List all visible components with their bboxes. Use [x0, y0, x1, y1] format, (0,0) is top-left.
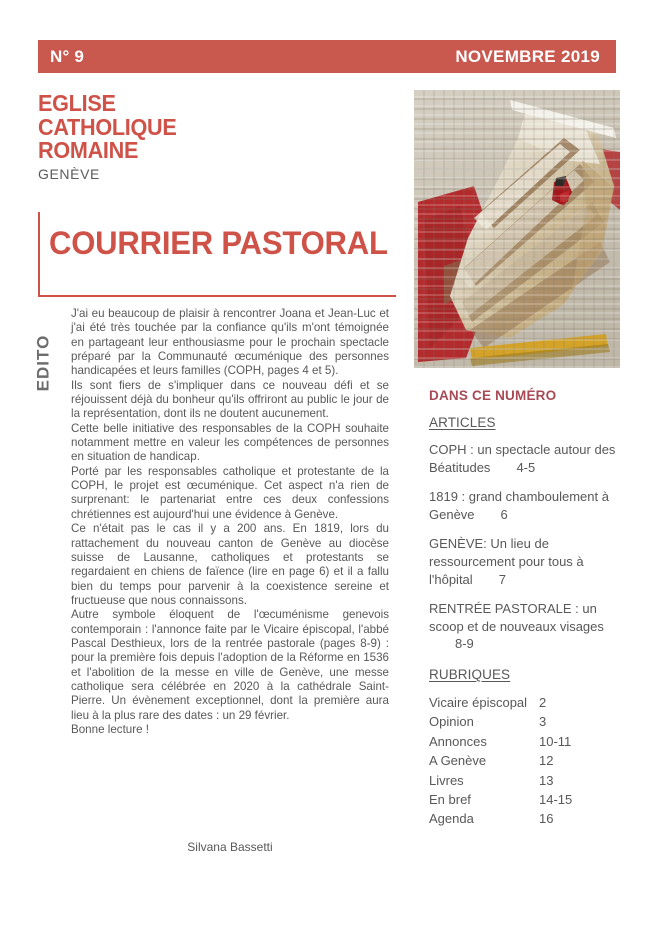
toc-article-item[interactable]: [429, 441, 625, 476]
issue-number: N° 9: [50, 46, 85, 66]
editorial-signature: Silvana Bassetti: [187, 840, 273, 854]
issue-date: NOVEMBRE 2019: [455, 46, 600, 66]
toc-rubrique-row[interactable]: [429, 790, 625, 809]
editorial-paragraph: Cette belle initiative des responsables de la COPH souhaite notamment mettre en valeur les compétences de personnes en situation de handicap.: [71, 421, 389, 464]
toc-article-text: COPH : un spectacle autour des Béatitudes: [429, 442, 616, 475]
toc-article-item[interactable]: [429, 488, 625, 523]
toc-rubrique-pages: 12: [539, 753, 554, 769]
toc-rubrique-pages: 16: [539, 811, 554, 827]
toc-rubrique-row[interactable]: [429, 751, 625, 770]
editorial-paragraph: J'ai eu beaucoup de plaisir à rencontrer Joana et Jean-Luc et j'ai été très touchée par la confiance qu'ils m'ont témoignée en partageant leur enthousiasme pour le prochain spectacle préparé par la Communauté œcuménique des personnes handicapées et leurs familles (COPH, pages 4 et 5).: [71, 307, 389, 378]
toc-rubrique-name: Opinion: [429, 714, 474, 730]
page-title: COURRIER PASTORAL: [49, 225, 388, 261]
toc-rubrique-pages: 14-15: [539, 791, 573, 807]
toc-article-pages: 7: [498, 571, 506, 587]
toc-rubrique-row[interactable]: [429, 771, 625, 790]
editorial-paragraph: Ce n'était pas le cas il y a 200 ans. En 1819, lors du rattachement du nouveau canton de Genève au diocèse suisse de Lausanne, catholiques et protestants se regardaient en chiens de faïence (lire en page 6) et il a fallu bien du temps pour parvenir à la coexistence sereine et fructueuse que nous connaissons.: [71, 522, 389, 607]
toc-rubrique-name: Annonces: [429, 733, 487, 749]
toc-rubrique-row[interactable]: [429, 809, 625, 828]
toc-rubriques-heading: RUBRIQUES: [429, 666, 511, 682]
toc-rubrique-pages: 10-11: [539, 733, 572, 749]
toc-articles-heading: ARTICLES: [429, 415, 496, 430]
edito-label-text: EDITO: [33, 334, 53, 392]
mosaic-praying-hands-image: [414, 90, 620, 368]
toc-rubrique-pages: 2: [539, 694, 547, 710]
toc-rubrique-name: Agenda: [429, 811, 474, 827]
logo-line-romaine: ROMAINE: [38, 137, 139, 163]
toc-rubriques-section: [429, 667, 625, 829]
toc-rubrique-name: A Genève: [429, 753, 487, 769]
title-bracket-vertical-rule: [38, 212, 40, 297]
toc-article-text: GENÈVE: Un lieu de ressourcement pour tous à l'hôpital: [429, 536, 584, 587]
toc-rubrique-row[interactable]: [429, 732, 625, 751]
title-bracket-horizontal-rule: [38, 295, 396, 297]
table-of-contents: [429, 388, 625, 829]
publication-title-block: [38, 212, 398, 302]
toc-rubrique-name: En bref: [429, 791, 471, 807]
editorial-paragraph: Bonne lecture !: [71, 722, 149, 736]
toc-rubrique-name: Vicaire épiscopal: [429, 694, 528, 710]
toc-rubrique-row[interactable]: [429, 693, 625, 712]
tessera-highlight-overlay: [414, 90, 620, 368]
editorial-paragraph: Ils sont fiers de s'impliquer dans ce nouveau défi et se réjouissent déjà du bonheur qu'ils offriront au public le jour de la représentation, dont ils ne doutent aucunement.: [71, 378, 389, 421]
toc-rubrique-pages: 13: [539, 772, 554, 788]
editorial-paragraph: Autre symbole éloquent de l'œcuménisme genevois contemporain : l'annonce faite par le Vicaire épiscopal, l'abbé Pascal Desthieux, lors de la rentrée pastorale (pages 8-9) : pour la première fois depuis l'adoption de la Réforme en 1536 et l'abolition de la messe en ville de Genève, une messe catholique sera célébrée en 2020 à la cathédrale Saint-Pierre. Un évènement exceptionnel, dont la première aura lieu à la plus rare des dates : un 29 février.: [71, 608, 389, 722]
toc-title: DANS CE NUMÉRO: [429, 388, 557, 403]
editorial-body: [71, 307, 389, 737]
toc-article-text: 1819 : grand chamboulement à Genève: [429, 489, 609, 522]
toc-article-item[interactable]: [429, 600, 625, 653]
toc-article-pages: 4-5: [516, 459, 536, 475]
toc-rubrique-pages: 3: [539, 714, 547, 730]
toc-rubrique-row[interactable]: [429, 712, 625, 731]
masthead-logo: [38, 92, 378, 182]
toc-article-text: RENTRÉE PASTORALE : un scoop et de nouveaux visages: [429, 601, 604, 634]
editorial-paragraph: Porté par les responsables catholique et protestante de la COPH, le projet est œcuménique. Cet aspect n'a rien de surprenant: le partenariat entre ces deux confessions chrétiennes est aujourd'hui une évidence à Genève.: [71, 464, 389, 521]
issue-banner: [38, 40, 616, 73]
logo-line-catholique: CATHOLIQUE: [38, 113, 177, 140]
edito-vertical-label: [30, 318, 56, 408]
toc-article-item[interactable]: [429, 535, 625, 588]
logo-subtitle-geneve: GENÈVE: [38, 165, 100, 182]
toc-article-pages: 8-9: [455, 636, 474, 652]
toc-rubrique-name: Livres: [429, 772, 464, 788]
toc-article-pages: 6: [500, 506, 508, 522]
logo-line-eglise: EGLISE: [38, 90, 116, 116]
